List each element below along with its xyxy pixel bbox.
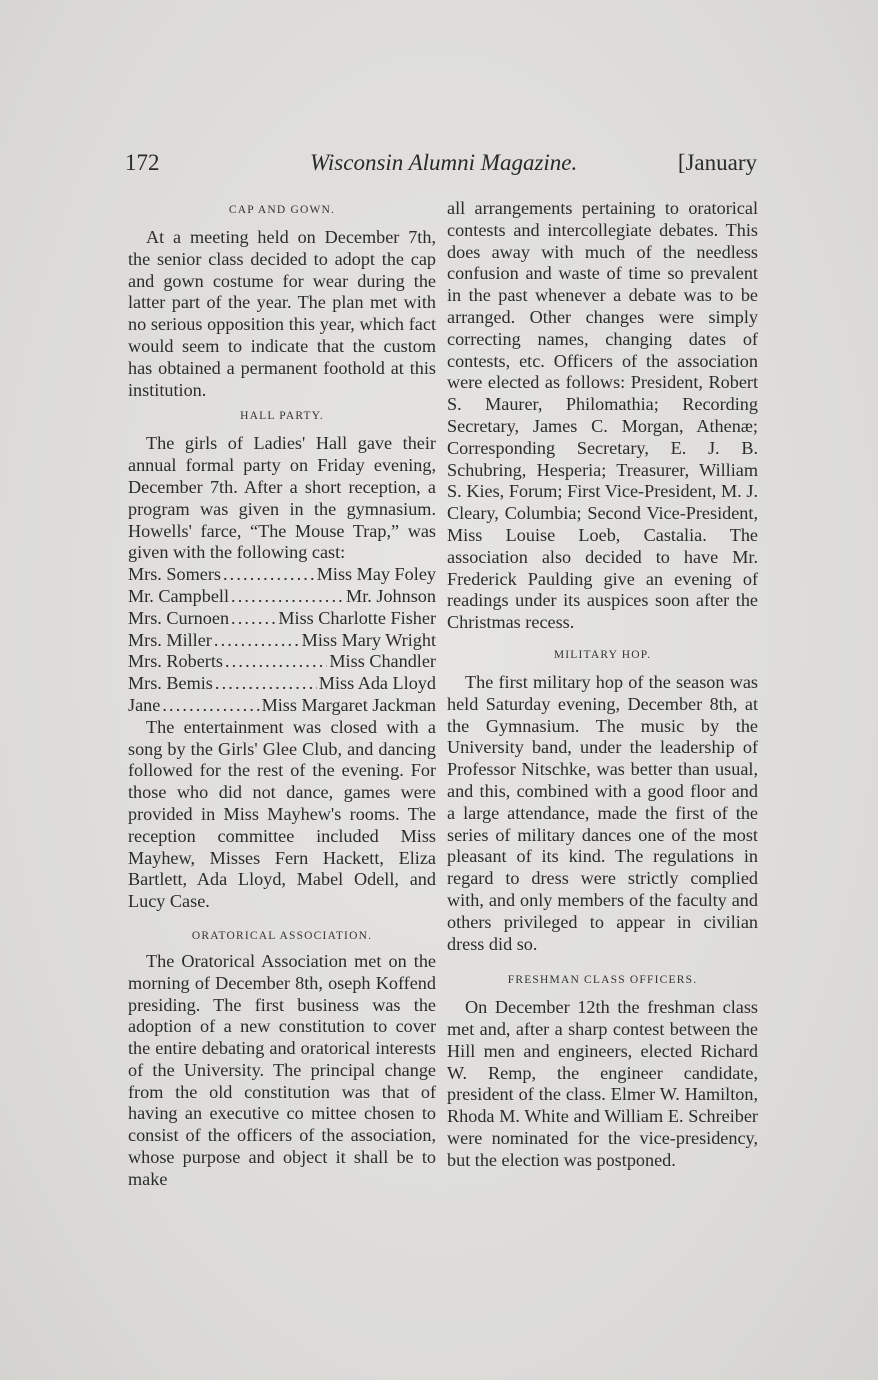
military-hop-paragraph: The first military hop of the season was held Saturday evening, December 8th, at the Gymnasium. The music by the University band, under the leadership of Professor Nitschke, was better than usual, and this, combined with a good floor and a large attendance, made the first of the series of military dances one of the most pleasant of its kind. The regulations in regard to dress were strictly complied with, and only members of the faculty and others privileged to appear in civilian dress did so. [447, 671, 758, 954]
leader-dots [225, 651, 327, 673]
cast-entry [128, 630, 436, 652]
cast-entry [128, 564, 436, 586]
right-column [447, 198, 758, 1172]
cast-entry [128, 695, 436, 717]
hall-party-closing: The entertainment was closed with a song by the Girls' Glee Club, and dancing followed for the rest of the evening. For those who did not dance, games were provided in Miss Mayhew's rooms. The reception committee included Miss Mayhew, Misses Fern Hackett, Eliza Bartlett, Ada Lloyd, Mabel Odell, and Lucy Case. [128, 716, 436, 912]
cast-actor: Miss Margaret Jackman [261, 694, 436, 715]
hall-party-heading: HALL PARTY. [240, 410, 324, 423]
cast-entry [128, 608, 436, 630]
cast-role: Mrs. Miller [128, 629, 212, 650]
cast-role: Mrs. Curnoen [128, 607, 230, 628]
left-column [128, 198, 436, 1191]
military-hop-heading: MILITARY HOP. [553, 648, 652, 661]
cast-actor: Miss Charlotte Fisher [278, 607, 436, 628]
leader-dots [223, 564, 315, 586]
oratorical-continued-paragraph: all arrangements pertaining to oratorical contests and intercollegiate debates. This does away with much of the needless confusion and waste of time so prevalent in the past whenever a debate was to be arranged. Other changes were simply correcting names, changing dates of contests, etc. Officers of the association were elected as follows: President, Robert S. Maurer, Philomathia; Recording Secretary, James C. Morgan, Athenæ; Corresponding Secretary, E. J. B. Schubring, Hesperia; Treasurer, William S. Kies, Forum; First Vice-President, M. J. Cleary, Columbia; Second Vice-President, Miss Louise Loeb, Castalia. The association also decided to have Mr. Frederick Paulding give an evening of readings under its auspices soon after the Christmas recess. [447, 198, 758, 633]
cast-entry [128, 673, 436, 695]
page-number: 172 [125, 150, 160, 175]
cast-role: Mrs. Roberts [128, 651, 223, 672]
cast-role: Jane [128, 694, 161, 715]
cap-and-gown-paragraph: At a meeting held on December 7th, the senior class decided to adopt the cap and gown costume for wear during the latter part of the year. The plan met with no serious opposition this year, which fact would seem to indicate that the custom has obtained a permanent foothold at this institution. [128, 227, 436, 400]
cast-actor: Miss Mary Wright [301, 629, 436, 650]
cap-and-gown-heading: CAP AND GOWN. [228, 204, 336, 216]
issue-month: [January [677, 150, 757, 175]
journal-title: Wisconsin Alumni Magazine. [310, 150, 578, 175]
leader-dots [231, 586, 344, 608]
cast-list [128, 564, 436, 717]
cast-role: Mrs. Somers [128, 564, 221, 585]
leader-dots [231, 608, 276, 630]
cast-actor: Miss May Foley [316, 564, 436, 585]
oratorical-heading: ORATORICAL ASSOCIATION. [191, 929, 373, 942]
hall-party-intro: The girls of Ladies' Hall gave their annual formal party on Friday evening, December 7th. After a short reception, a program was given in the gymnasium. Howells' farce, “The Mouse Trap,” was given with the following cast: [128, 433, 436, 563]
leader-dots [215, 673, 317, 695]
page-header [125, 150, 757, 180]
leader-dots [162, 695, 259, 717]
cast-actor: Miss Ada Lloyd [318, 673, 436, 694]
freshman-officers-paragraph: On December 12th the freshman class met and, after a sharp contest between the Hill men and engineers, elected Richard W. Remp, the engineer candidate, president of the class. Elmer W. Hamilton, Rhoda M. White and William E. Schreiber were nominated for the vice-presidency, but the election was postponed. [447, 997, 758, 1170]
cast-entry [128, 586, 436, 608]
cast-entry [128, 651, 436, 673]
cast-role: Mr. Campbell [128, 585, 230, 606]
cast-actor: Mr. Johnson [346, 585, 436, 606]
leader-dots [214, 630, 300, 652]
oratorical-paragraph: The Oratorical Association met on the morning of December 8th, oseph Koffend presiding. The first business was the adoption of a new constitution to cover the entire debating and oratorical interests of the University. The principal change from the old constitution was that of having an executive co mittee chosen to consist of the officers of the association, whose purpose and object it shall be to make [128, 950, 436, 1189]
cast-actor: Miss Chandler [329, 651, 436, 672]
freshman-officers-heading: FRESHMAN CLASS OFFICERS. [507, 974, 698, 987]
cast-role: Mrs. Bemis [128, 673, 213, 694]
